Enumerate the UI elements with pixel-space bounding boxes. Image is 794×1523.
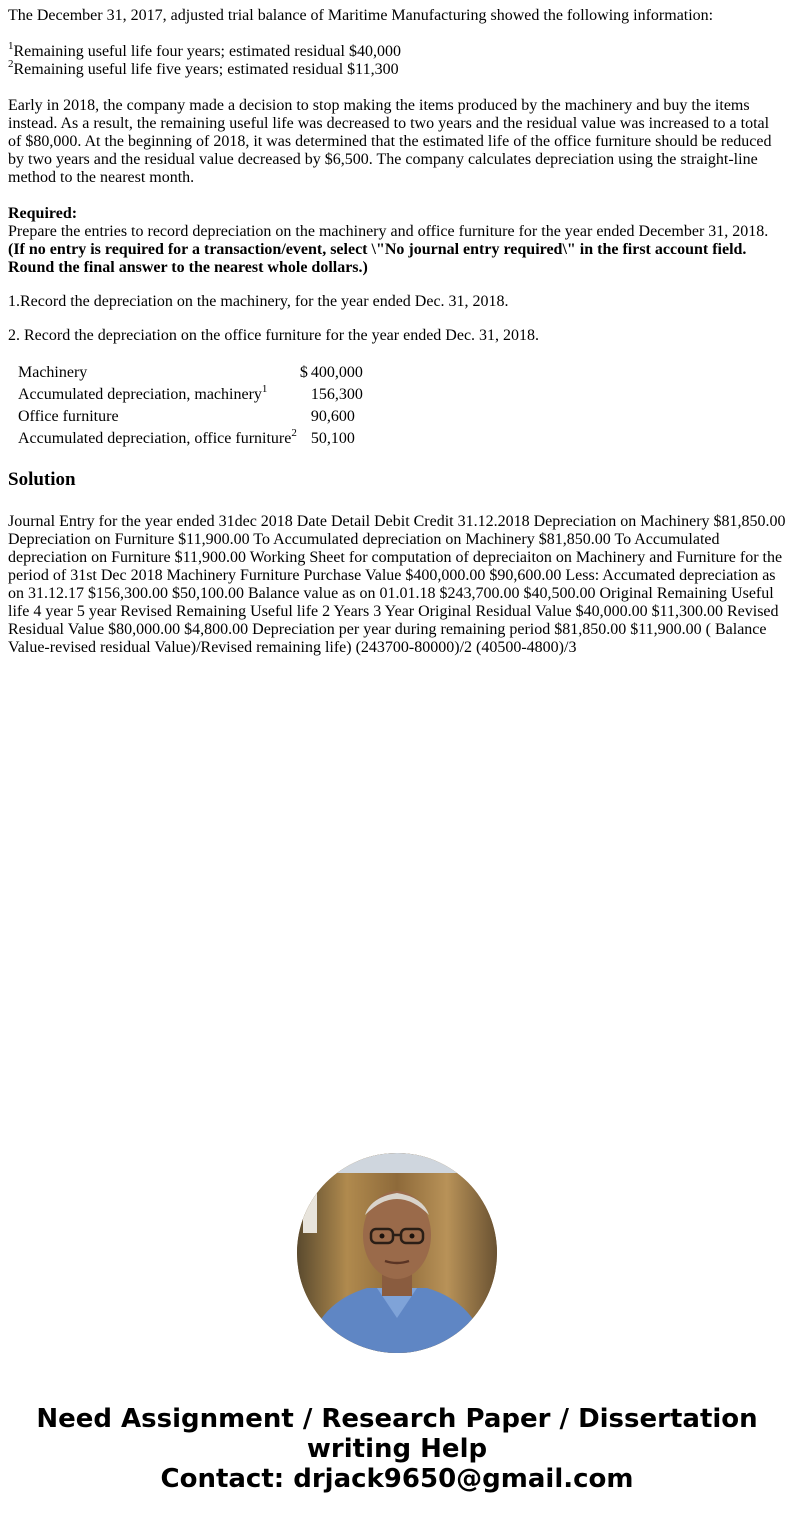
dollar-sign: [300, 385, 308, 405]
table-row: [10, 407, 364, 427]
required-text: Prepare the entries to record depreciation on the machinery and office furniture for the year ended December 31, 2018.: [8, 223, 769, 240]
account-name: Machinery: [18, 364, 88, 381]
account-name: Office furniture: [18, 408, 119, 425]
promo-contact: Contact: drjack9650@gmail.com: [160, 1464, 634, 1494]
dollar-sign: $: [299, 364, 308, 381]
narrative-text: Early in 2018, the company made a decision to stop making the items produced by the machinery and buy the items instead. As a result, the remaining useful life was decreased to two years and the residual value was increased to a total of $80,000. At the beginning of 2018, it was determined that the estimated life of the office furniture should be reduced by two years and the residual value decreased by $6,500. The company calculates depreciation using the straight-line method to the nearest month.: [8, 97, 772, 186]
account-name: Accumulated depreciation, office furniture$^2$: [18, 426, 297, 447]
solution-heading: Solution: [8, 469, 76, 490]
footnote-1: $^1$Remaining useful life four years; estimated residual $40,000: [8, 39, 401, 60]
intro-text: The December 31, 2017, adjusted trial balance of Maritime Manufacturing showed the following information:: [8, 7, 714, 24]
question-2: 2. Record the depreciation on the office furniture for the year ended Dec. 31, 2018.: [8, 327, 540, 344]
solution-text: Journal Entry for the year ended 31dec 2018 Date Detail Debit Credit 31.12.2018 Depreciation on Machinery $81,850.00 Depreciation on Furniture $11,900.00 To Accumulated depreciation on Machinery $81,850.00 To Accumulated depreciation on Furniture $11,900.00 Working Sheet for computation of depreciaiton on Machinery and Furniture for the period of 31st Dec 2018 Machinery Furniture Purchase Value $400,000.00 $90,600.00 Less: Accumated depreciation as on 31.12.17 $156,300.00 $50,100.00 Balance value as on 01.01.18 $243,700.00 $40,500.00 Original Remaining Useful life 4 year 5 year Revised Remaining Useful life 2 Years 3 Year Original Residual Value $40,000.00 $11,300.00 Revised Residual Value $80,000.00 $4,800.00 Depreciation per year during remaining period $81,850.00 $11,900.00 ( Balance Value-revised residual Value)/Revised remaining life) (243700-80000)/2 (40500-4800)/3: [8, 513, 786, 656]
author-avatar: [297, 1153, 497, 1353]
question-1: 1.Record the depreciation on the machinery, for the year ended Dec. 31, 2018.: [8, 293, 509, 310]
account-amount: 156,300: [310, 386, 363, 403]
dollar-sign: [300, 407, 308, 427]
required-section: [8, 205, 786, 277]
dollar-sign: [300, 429, 308, 449]
footnote-2: $^2$Remaining useful life five years; estimated residual $11,300: [8, 57, 399, 78]
author-photo-icon: [297, 1153, 497, 1353]
required-instruction: (If no entry is required for a transaction/event, select \"No journal entry required\" in the first account field. Round the final answer to the nearest whole dollars.): [8, 241, 747, 276]
account-amount: 50,100: [310, 430, 355, 447]
promo-banner: [0, 1404, 794, 1494]
footnotes: [8, 39, 786, 79]
account-name: Accumulated depreciation, machinery$^1$: [18, 382, 268, 403]
footnote-mark: 2: [291, 426, 297, 439]
table-row: [10, 429, 364, 449]
footnote-mark: 1: [261, 382, 268, 395]
account-amount: 90,600: [310, 408, 355, 425]
document-body: [8, 7, 786, 657]
table-row: [10, 385, 364, 405]
table-row: [10, 363, 364, 383]
required-label: Required:: [8, 205, 78, 222]
account-amount: 400,000: [310, 364, 363, 381]
trial-balance-table: [8, 361, 366, 451]
promo-line-1: Need Assignment / Research Paper / Dissertation writing Help: [36, 1404, 758, 1464]
